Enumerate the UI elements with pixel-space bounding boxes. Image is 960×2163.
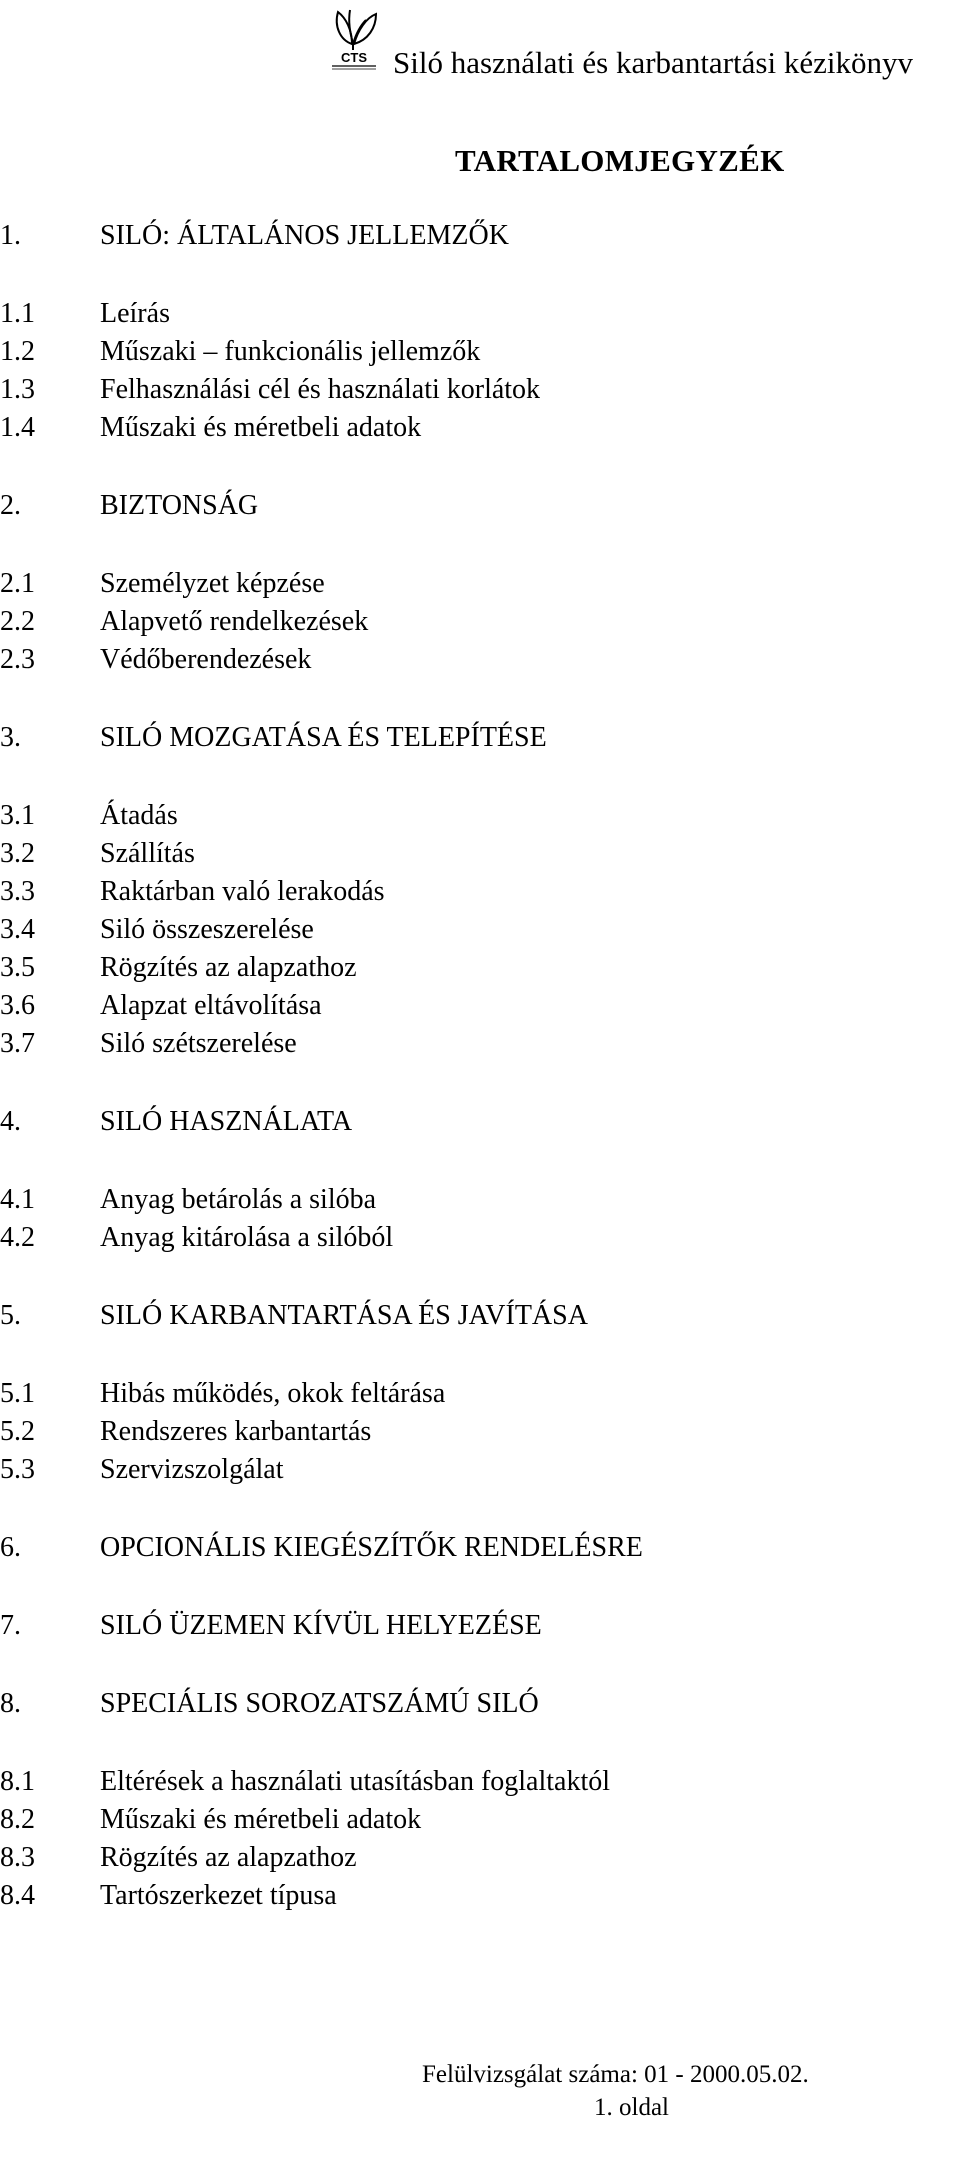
toc-entry-number: 8.2 [0, 1804, 35, 1835]
toc-entry-title: SILÓ MOZGATÁSA ÉS TELEPÍTÉSE [100, 722, 547, 753]
toc-entry-number: 3.1 [0, 800, 35, 831]
toc-entry-number: 3.2 [0, 838, 35, 869]
toc-entry-number: 4.2 [0, 1222, 35, 1253]
toc-entry-number: 1.2 [0, 336, 35, 367]
toc-entry-number: 8. [0, 1688, 21, 1719]
toc-entry-title: Siló szétszerelése [100, 1028, 297, 1059]
toc-entry-title: Rögzítés az alapzathoz [100, 1842, 357, 1873]
toc-entry-number: 5. [0, 1300, 21, 1331]
toc-entry-title: Műszaki és méretbeli adatok [100, 412, 422, 443]
toc-entry-number: 5.1 [0, 1378, 35, 1409]
toc-entry-title: Raktárban való lerakodás [100, 876, 385, 907]
toc-entry-number: 4.1 [0, 1184, 35, 1215]
toc-entry-title: Alapvető rendelkezések [100, 606, 369, 637]
toc-entry-title: SILÓ: ÁLTALÁNOS JELLEMZŐK [100, 220, 509, 251]
toc-entry-number: 2.1 [0, 568, 35, 599]
toc-entry-title: SILÓ KARBANTARTÁSA ÉS JAVÍTÁSA [100, 1300, 588, 1331]
toc-entry-title: Rögzítés az alapzathoz [100, 952, 357, 983]
toc-entry-number: 2. [0, 490, 21, 521]
toc-entry-title: Műszaki – funkcionális jellemzők [100, 336, 481, 367]
toc-entry-number: 2.2 [0, 606, 35, 637]
toc-heading: TARTALOMJEGYZÉK [455, 143, 785, 178]
toc-entry-number: 3. [0, 722, 21, 753]
toc-entry-title: Felhasználási cél és használati korlátok [100, 374, 541, 405]
toc-entry-title: SPECIÁLIS SOROZATSZÁMÚ SILÓ [100, 1688, 539, 1719]
toc-entry-number: 3.7 [0, 1028, 35, 1059]
toc-entry-title: Leírás [100, 298, 170, 329]
document-header-title: Siló használati és karbantartási kézikönyv [393, 45, 913, 80]
toc-entry-title: SILÓ ÜZEMEN KÍVÜL HELYEZÉSE [100, 1610, 542, 1641]
toc-entry-number: 7. [0, 1610, 21, 1641]
toc-entry-title: OPCIONÁLIS KIEGÉSZÍTŐK RENDELÉSRE [100, 1532, 643, 1563]
toc-entry-title: SILÓ HASZNÁLATA [100, 1106, 353, 1137]
toc-entry-title: Szállítás [100, 838, 195, 869]
toc-entry-title: Siló összeszerelése [100, 914, 314, 945]
toc-entry-number: 4. [0, 1106, 21, 1137]
toc-entry-title: Tartószerkezet típusa [100, 1880, 337, 1911]
toc-entry-number: 5.2 [0, 1416, 35, 1447]
toc-entry-title: Védőberendezések [100, 644, 312, 675]
toc-entry-number: 1.3 [0, 374, 35, 405]
toc-entry-title: Eltérések a használati utasításban foglaltaktól [100, 1766, 611, 1797]
toc-entry-number: 8.1 [0, 1766, 35, 1797]
toc-entry-number: 1. [0, 220, 21, 251]
toc-entry-title: Szervizszolgálat [100, 1454, 284, 1485]
logo-text: CTS [341, 50, 367, 65]
toc-entry-title: Anyag kitárolása a silóból [100, 1222, 394, 1253]
toc-entry-title: Anyag betárolás a silóba [100, 1184, 377, 1215]
toc-entry-title: Hibás működés, okok feltárása [100, 1378, 446, 1409]
toc-entry-title: BIZTONSÁG [100, 490, 259, 521]
toc-entry-number: 8.3 [0, 1842, 35, 1873]
toc-entry-number: 3.6 [0, 990, 35, 1021]
toc-entry-number: 6. [0, 1532, 21, 1563]
toc-entry-number: 3.3 [0, 876, 35, 907]
toc-entry-number: 3.4 [0, 914, 35, 945]
toc-entry-number: 1.1 [0, 298, 35, 329]
toc-entry-title: Átadás [100, 800, 178, 831]
toc-entry-number: 5.3 [0, 1454, 35, 1485]
page-number: 1. oldal [594, 2094, 669, 2121]
toc-entry-number: 3.5 [0, 952, 35, 983]
toc-entry-title: Műszaki és méretbeli adatok [100, 1804, 422, 1835]
toc-entry-number: 1.4 [0, 412, 35, 443]
toc-entry-number: 2.3 [0, 644, 35, 675]
toc-entry-number: 8.4 [0, 1880, 35, 1911]
toc-entry-title: Alapzat eltávolítása [100, 990, 322, 1021]
toc-entry-title: Személyzet képzése [100, 568, 325, 599]
toc-entry-title: Rendszeres karbantartás [100, 1416, 372, 1447]
review-number: Felülvizsgálat száma: 01 - 2000.05.02. [422, 2061, 809, 2088]
